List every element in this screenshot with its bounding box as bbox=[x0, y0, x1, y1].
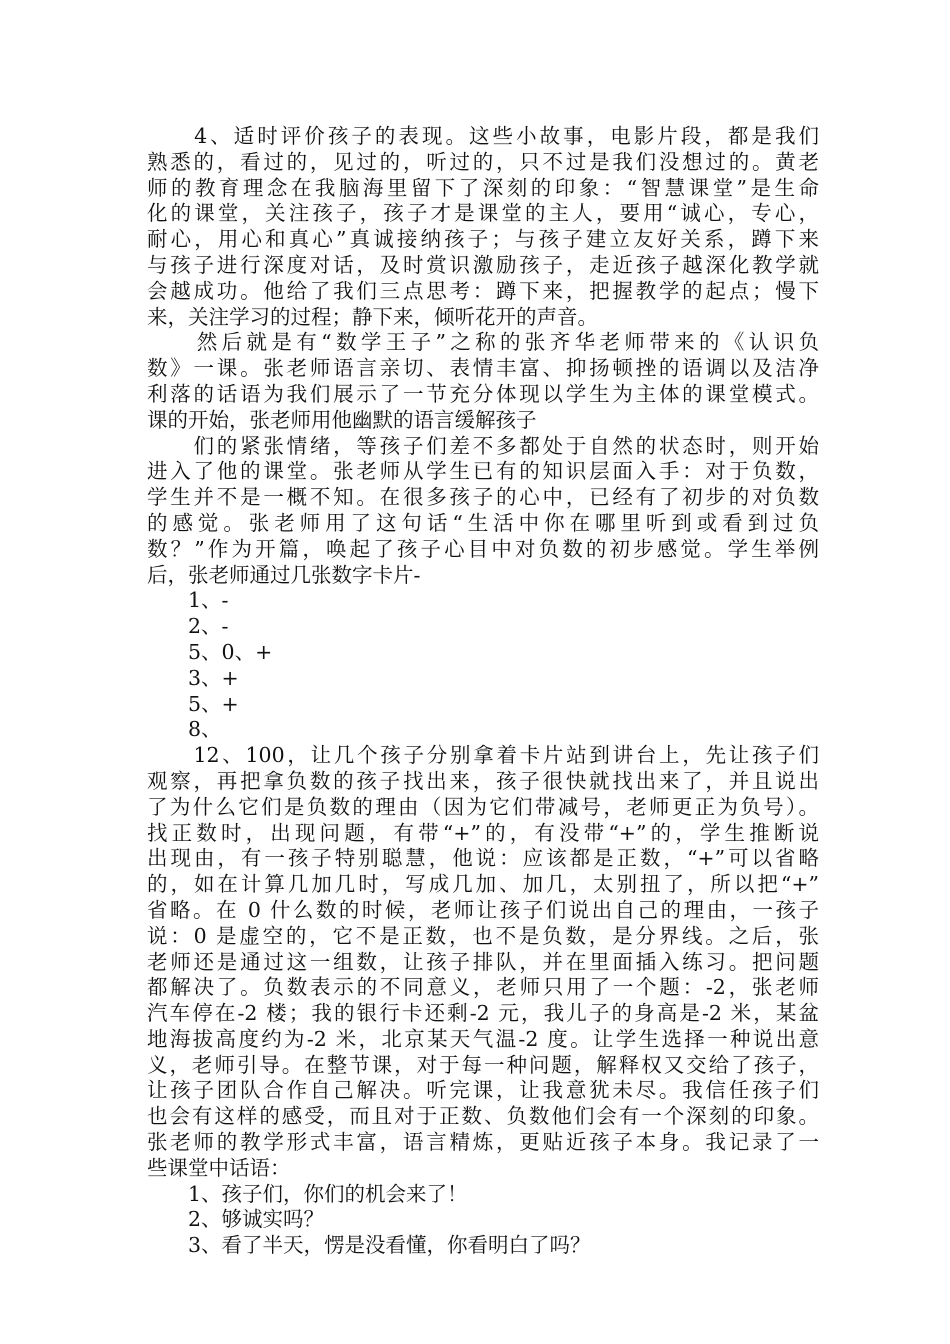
text-line: 地海拔高度约为-2 米，北京某天气温-2 度。让学生选择一种说出意 bbox=[147, 1026, 819, 1051]
text-line: 义，老师引导。在整节课，对于每一种问题，解释权又交给了孩子， bbox=[147, 1052, 819, 1077]
text-line: 张老师的教学形式丰富，语言精炼，更贴近孩子本身。我记录了一 bbox=[147, 1130, 819, 1155]
text-line: 老师还是通过这一组数，让孩子排队，并在里面插入练习。把问题 bbox=[147, 949, 819, 974]
text-line: 5、0、+ bbox=[147, 639, 273, 664]
text-line: 了为什么它们是负数的理由（因为它们带减号，老师更正为负号）。 bbox=[147, 794, 819, 819]
text-line: 进入了他的课堂。张老师从学生已有的知识层面入手：对于负数， bbox=[147, 459, 819, 484]
text-line: 2、够诚实吗？ bbox=[147, 1207, 325, 1232]
text-line: 化的课堂，关注孩子，孩子才是课堂的主人，要用“诚心，专心， bbox=[147, 201, 819, 226]
text-line: 的，如在计算几加几时，写成几加、加几，太别扭了，所以把“+” bbox=[147, 872, 819, 897]
text-line: 数》一课。张老师语言亲切、表情丰富、抑扬顿挫的语调以及洁净 bbox=[147, 356, 819, 381]
text-line: 都解决了。负数表示的不同意义，老师只用了一个题：-2，张老师 bbox=[147, 975, 819, 1000]
text-line: 学生并不是一概不知。在很多孩子的心中，已经有了初步的对负数 bbox=[147, 485, 819, 510]
document-body bbox=[147, 124, 819, 1259]
text-line: 说：0 是虚空的，它不是正数，也不是负数，是分界线。之后，张 bbox=[147, 923, 819, 948]
text-line: 些课堂中话语： bbox=[147, 1155, 291, 1180]
text-line: 让孩子团队合作自己解决。听完课，让我意犹未尽。我信任孩子们 bbox=[147, 1078, 819, 1103]
text-line: 也会有这样的感受，而且对于正数、负数他们会有一个深刻的印象。 bbox=[147, 1104, 819, 1129]
text-line: 1、- bbox=[147, 588, 229, 613]
text-line: 4、适时评价孩子的表现。这些小故事，电影片段，都是我们 bbox=[147, 124, 819, 148]
text-line: 观察，再把拿负数的孩子找出来，孩子很快就找出来了，并且说出 bbox=[147, 768, 819, 793]
text-line: 出现由，有一孩子特别聪慧，他说：应该都是正数，“+”可以省略 bbox=[147, 846, 819, 871]
text-line: 课的开始，张老师用他幽默的语言缓解孩子 bbox=[147, 407, 537, 432]
text-line: 会越成功。他给了我们三点思考：蹲下来，把握教学的起点；慢下 bbox=[147, 278, 819, 303]
text-line: 数？”作为开篇，唤起了孩子心目中对负数的初步感觉。学生举例 bbox=[147, 536, 819, 561]
text-line: 5、+ bbox=[147, 691, 239, 716]
text-line: 3、看了半天，愣是没看懂，你看明白了吗？ bbox=[147, 1233, 591, 1258]
text-line: 利落的话语为我们展示了一节充分体现以学生为主体的课堂模式。 bbox=[147, 381, 819, 406]
text-line: 耐心，用心和真心”真诚接纳孩子；与孩子建立友好关系，蹲下来 bbox=[147, 227, 819, 252]
text-line: 的感觉。张老师用了这句话“生活中你在哪里听到或看到过负 bbox=[147, 510, 819, 535]
text-line: 后，张老师通过几张数字卡片- bbox=[147, 562, 421, 587]
text-line: 来，关注学习的过程；静下来，倾听花开的声音。 bbox=[147, 304, 598, 329]
text-line: 汽车停在-2 楼；我的银行卡还剩-2 元，我儿子的身高是-2 米，某盆 bbox=[147, 1001, 819, 1026]
text-line: 2、- bbox=[147, 614, 229, 639]
text-line: 省略。在 0 什么数的时候，老师让孩子们说出自己的理由，一孩子 bbox=[147, 897, 819, 922]
text-line: 然后就是有“数学王子”之称的张齐华老师带来的《认识负 bbox=[147, 330, 819, 355]
text-line: 8、 bbox=[147, 717, 222, 742]
text-line: 们的紧张情绪，等孩子们差不多都处于自然的状态时，则开始 bbox=[147, 433, 819, 458]
text-line: 3、+ bbox=[147, 665, 239, 690]
text-line: 找正数时，出现问题，有带“+”的，有没带“+”的，学生推断说 bbox=[147, 820, 819, 845]
text-line: 师的教育理念在我脑海里留下了深刻的印象：“智慧课堂”是生命 bbox=[147, 175, 819, 200]
text-line: 12、100，让几个孩子分别拿着卡片站到讲台上，先让孩子们 bbox=[147, 743, 819, 768]
text-line: 1、孩子们，你们的机会来了！ bbox=[147, 1181, 468, 1206]
text-line: 与孩子进行深度对话，及时赏识激励孩子，走近孩子越深化教学就 bbox=[147, 252, 819, 277]
text-line: 熟悉的，看过的，见过的，听过的，只不过是我们没想过的。黄老 bbox=[147, 149, 819, 174]
